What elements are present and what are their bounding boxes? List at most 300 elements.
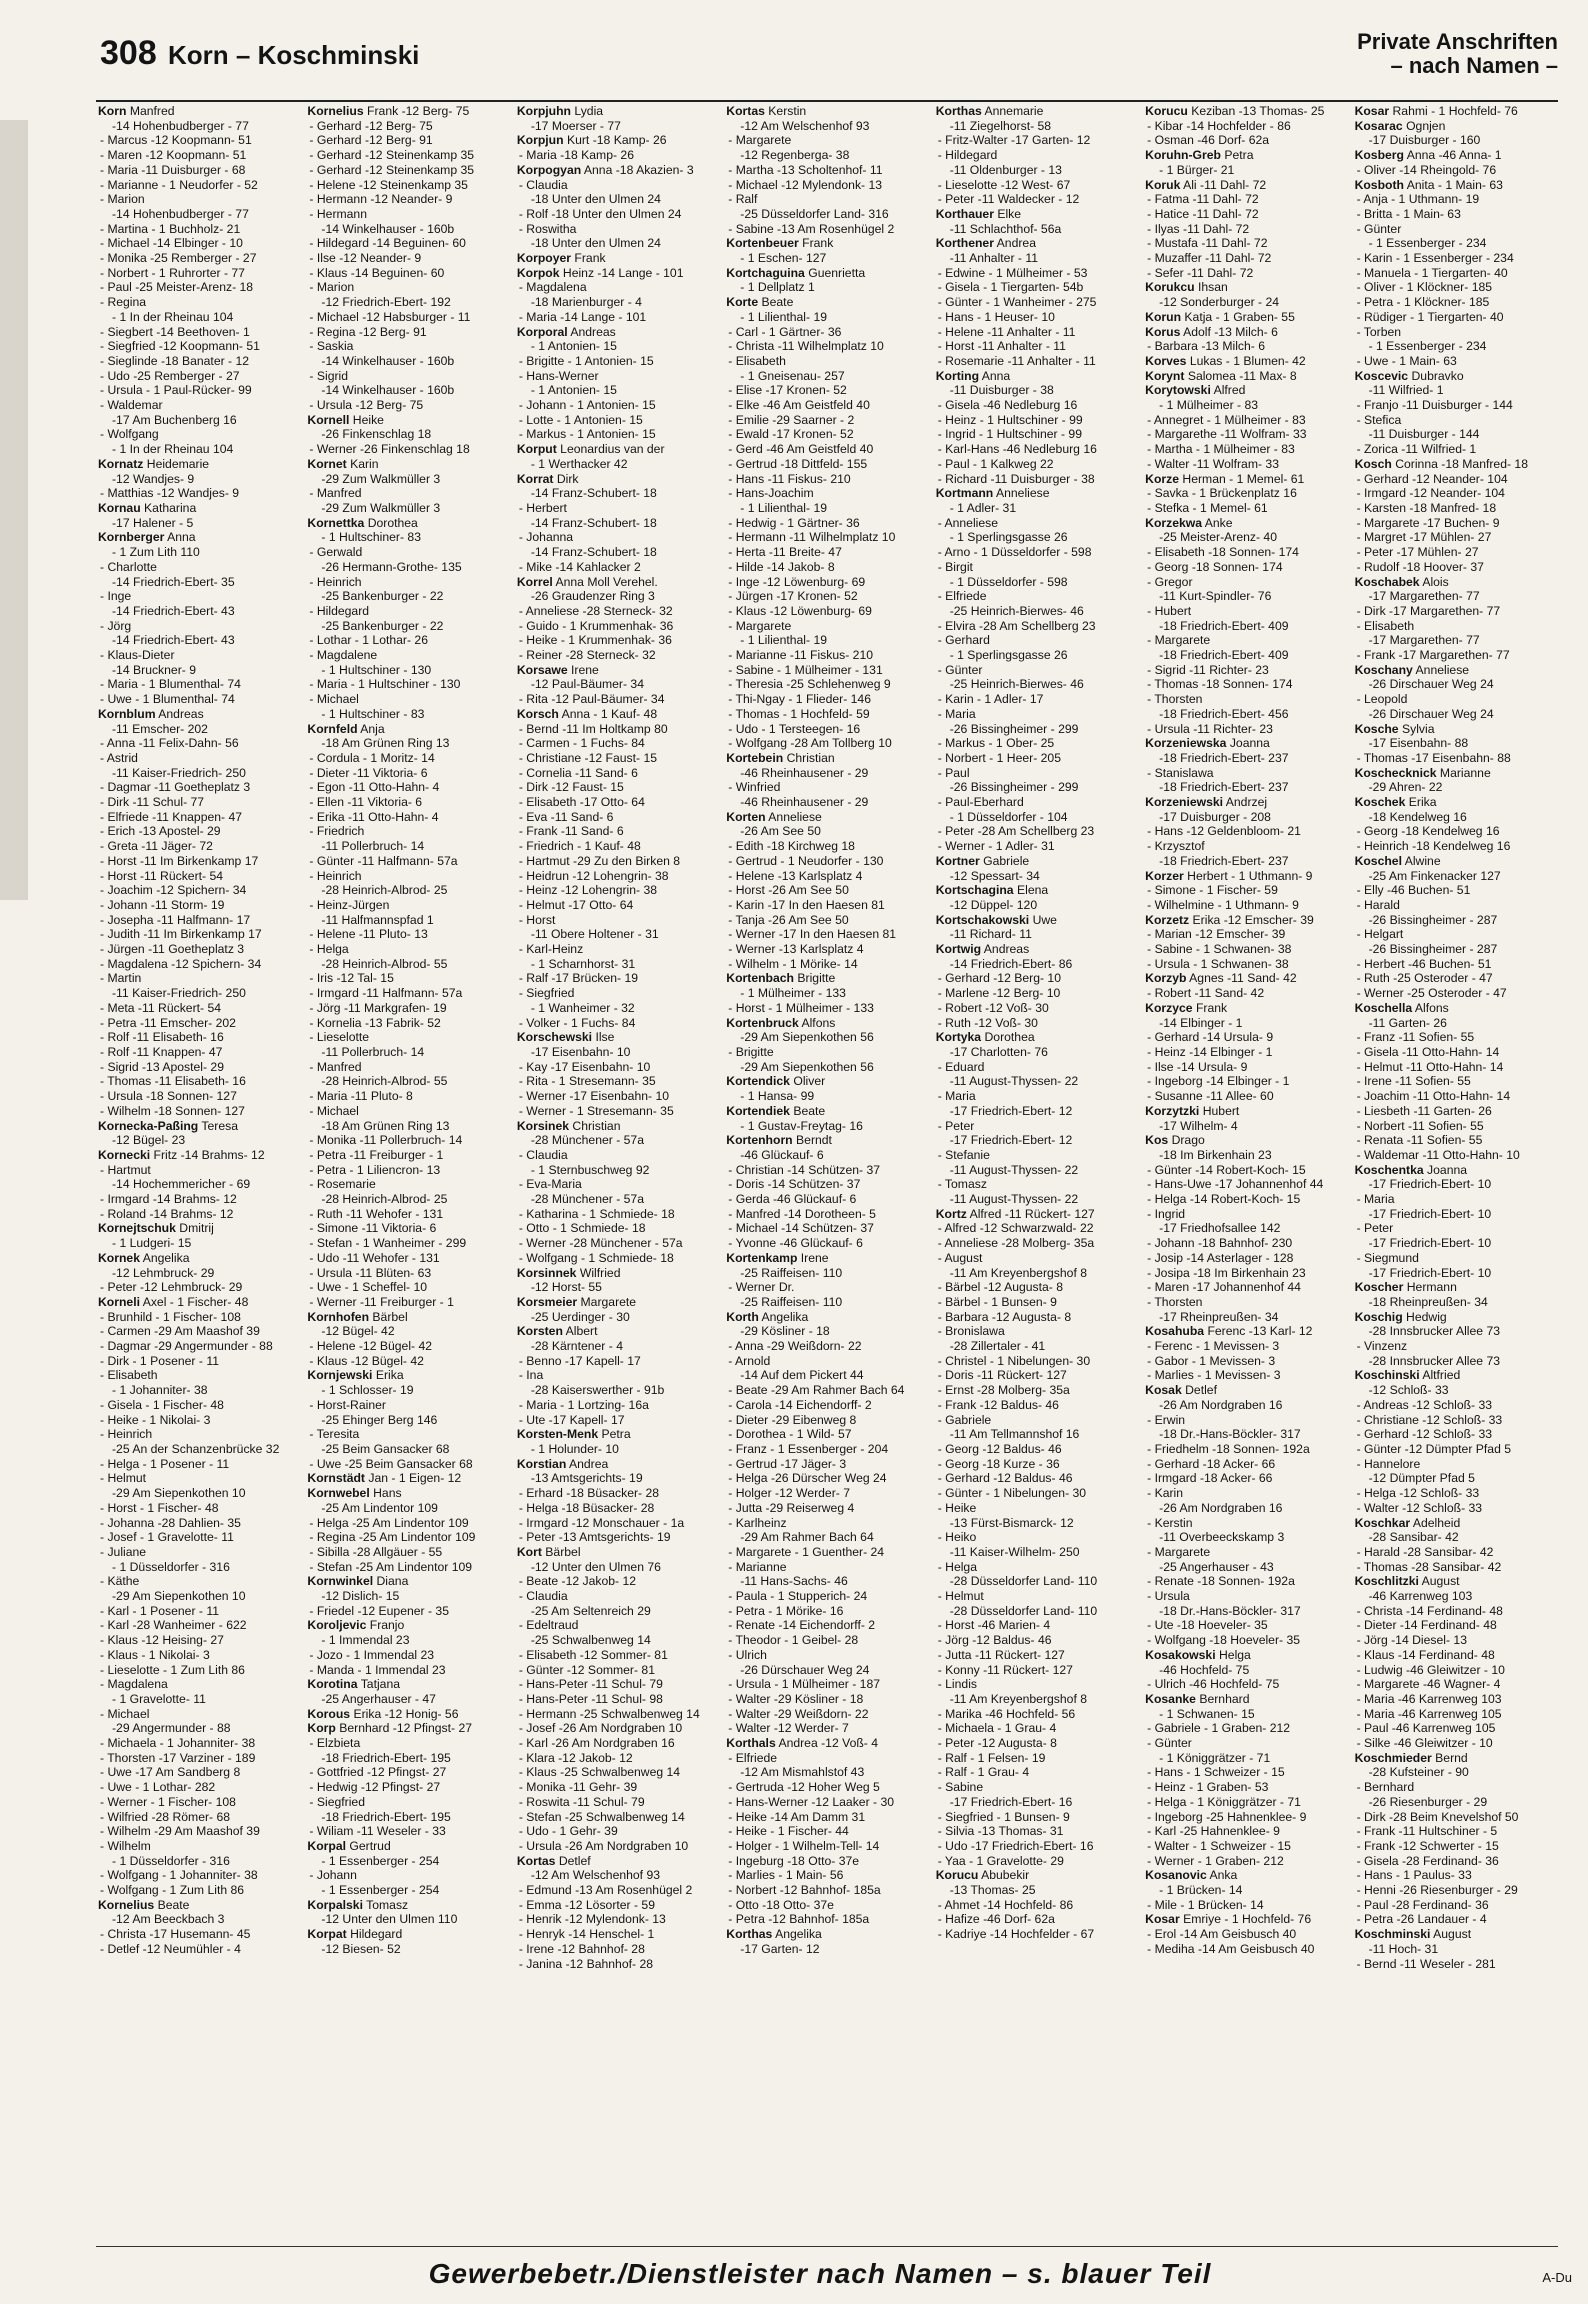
name-entry [1145,1677,1348,1692]
name-entry [98,398,301,413]
entry-text: -18 Rheinpreußen- 34 [1368,1294,1488,1309]
entry-text: - Manuela - 1 Tiergarten- 40 [1356,265,1508,280]
name-entry [98,1457,301,1472]
name-entry [98,957,301,972]
entry-text: - Werner - 1 Stresemann- 35 [518,1103,674,1118]
address-line [726,824,929,839]
address-line [936,648,1139,663]
surname-entry [307,1471,510,1486]
entry-text: - 1 Düsseldorfer - 104 [949,809,1068,824]
surname-entry [936,104,1139,119]
entry-text: - Hartmut [100,1162,151,1177]
entry-text: -14 Friedrich-Ebert- 43 [112,603,235,618]
entry-text: -26 Bissingheimer - 299 [949,721,1079,736]
entry-text: - Margarethe -11 Wolfram- 33 [1147,427,1307,442]
entry-text: - Ludwig -46 Gleiwitzer - 10 [1356,1662,1505,1677]
name-entry [517,398,720,413]
surname: Koschminski [1354,1927,1431,1942]
name-entry [726,839,929,854]
name-entry [1145,1854,1348,1869]
name-entry [98,1368,301,1383]
entry-text: - Norbert -12 Bahnhof- 185a [728,1883,881,1898]
name-entry [1355,1133,1558,1148]
surname: Kortas [516,1853,556,1868]
address-line [307,1324,510,1339]
entry-text: -17 Margarethen- 77 [1368,633,1480,648]
address-line [517,339,720,354]
entry-text: - Joachim -12 Spichern- 34 [100,883,247,898]
entry-text: Katja - 1 Graben- 55 [1184,309,1295,324]
entry-text: -18 Friedrich-Ebert- 409 [1159,648,1289,663]
name-entry [1145,898,1348,913]
entry-text: - Ingeborg -25 Hahnenklee- 9 [1147,1809,1307,1824]
entry-text: - Heike - 1 Fischer- 44 [728,1824,849,1839]
entry-text: -28 Münchener - 57a [530,1133,644,1148]
entry-text: - Ernst -28 Molberg- 35a [937,1383,1070,1398]
entry-text: Adolf -13 Milch- 6 [1183,324,1278,339]
name-entry [98,1780,301,1795]
name-entry [517,178,720,193]
entry-text: - Monika -11 Gehr- 39 [518,1780,638,1795]
entry-text: - Otto -18 Otto- 37e [728,1897,834,1912]
surname: Kosar [1145,1912,1180,1927]
name-entry [517,1398,720,1413]
name-entry [936,1295,1139,1310]
name-entry [1145,986,1348,1001]
name-entry [307,1133,510,1148]
name-entry [726,1839,929,1854]
address-line [307,1383,510,1398]
name-entry [936,1221,1139,1236]
name-entry [726,722,929,737]
address-line [1355,780,1558,795]
name-entry [517,1927,720,1942]
address-line [726,310,929,325]
entry-text: - Georg -18 Kendelweg 16 [1356,824,1500,839]
address-line [936,1516,1139,1531]
surname-entry [1145,1383,1348,1398]
entry-text: - Uwe - 1 Scheffel- 10 [309,1280,428,1295]
entry-text: - Mike -14 Kahlacker 2 [518,559,641,574]
entry-text: -14 Friedrich-Ebert- 43 [112,633,235,648]
entry-text: - Peter -17 Mühlen- 27 [1356,545,1479,560]
entry-text: - Regina [100,295,147,310]
name-entry [1355,1413,1558,1428]
entry-text: - Hans-Uwe -17 Johannenhof 44 [1147,1177,1324,1192]
name-entry [1145,1266,1348,1281]
entry-text: - Konny -11 Rückert- 127 [937,1662,1073,1677]
entry-text: -18 Am Grünen Ring 13 [321,736,450,751]
entry-text: Christian [572,1118,621,1133]
entry-text: - Gertrud - 1 Neudorfer - 130 [728,853,884,868]
entry-text: Altfried [1422,1368,1461,1383]
entry-text: - Edmund -13 Am Rosenhügel 2 [518,1883,693,1898]
address-line [517,192,720,207]
entry-text: - Klaus - 1 Nikolai- 3 [100,1647,210,1662]
entry-text: - Oliver - 1 Klöckner- 185 [1356,280,1493,295]
entry-text: - Petra - 1 Klöckner- 185 [1356,295,1490,310]
page-number: 308 [100,34,157,72]
entry-text: Abubekir [981,1868,1030,1883]
entry-text: - Elzbieta [309,1736,361,1751]
entry-text: - Margarete [1147,633,1211,648]
surname: Kosahuba [1145,1324,1205,1339]
address-line [1145,1663,1348,1678]
entry-text: -11 Overbeeckskamp 3 [1159,1530,1285,1545]
entry-text: -11 Kaiser-Friedrich- 250 [112,986,246,1001]
entry-text: - Michael -12 Habsburger - 11 [309,309,471,324]
address-line [517,545,720,560]
entry-text: Franjo [369,1618,405,1633]
entry-text: - Stefan -25 Schwalbenweg 14 [518,1809,685,1824]
entry-text: - Bärbel -12 Augusta- 8 [937,1280,1064,1295]
address-line [1355,1942,1558,1957]
surname-entry [517,1266,720,1281]
entry-text: - Gerhard -12 Berg- 75 [309,118,433,133]
entry-text: - Roswitha [518,221,577,236]
address-line [517,383,720,398]
entry-text: - Dirk -17 Margarethen- 77 [1356,603,1501,618]
name-entry [517,722,720,737]
entry-text: - Hildegard [309,603,370,618]
entry-text: - Maria -11 Pluto- 8 [309,1089,413,1104]
surname-entry [1355,148,1558,163]
entry-text: - Dieter -14 Ferdinand- 48 [1356,1618,1497,1633]
address-line [98,1236,301,1251]
entry-text: - Ingeburg -18 Otto- 37e [728,1853,860,1868]
entry-text: - Franjo -11 Duisburger - 144 [1356,398,1513,413]
address-line [517,1604,720,1619]
entry-text: - Ewald -17 Kronen- 52 [728,427,854,442]
name-entry [98,736,301,751]
name-entry [517,148,720,163]
entry-text: - Dirk - 1 Posener - 11 [100,1353,219,1368]
entry-text: - Hans-Peter -11 Schul- 98 [518,1691,663,1706]
entry-text: - Maria -46 Karrenweg 105 [1356,1706,1502,1721]
name-entry [307,633,510,648]
name-entry [936,398,1139,413]
entry-text: - Claudia [518,1147,568,1162]
entry-text: Alfred [1213,383,1246,398]
surname-entry [517,1324,720,1339]
address-line [1355,736,1558,751]
entry-text: - Ursula - 1 Paul-Rücker- 99 [100,383,252,398]
entry-text: - Walter -11 Wolfram- 33 [1147,456,1279,471]
entry-text: - Eva-Maria [518,1177,582,1192]
name-entry [726,1780,929,1795]
entry-text: - Werner -11 Freiburger - 1 [309,1294,454,1309]
name-entry [1145,633,1348,648]
entry-text: - Christiane -12 Schloß- 33 [1356,1412,1503,1427]
surname-entry [936,486,1139,501]
entry-text: - Günter [1356,221,1402,236]
name-entry [726,1457,929,1472]
surname: Korp [307,1721,336,1736]
entry-text: -17 Friedrich-Ebert- 10 [1368,1265,1492,1280]
entry-text: - 1 Gustav-Freytag- 16 [740,1118,863,1133]
entry-text: -14 Bruckner- 9 [112,662,196,677]
entry-text: - Anna -29 Weißdorn- 22 [728,1339,862,1354]
entry-text: Alfons [1414,1000,1449,1015]
name-entry [307,1104,510,1119]
entry-text: -14 Winkelhauser - 160b [321,221,455,236]
entry-text: -26 Bissingheimer - 287 [1368,912,1498,927]
entry-text: - Regina -25 Am Lindentor 109 [309,1530,476,1545]
entry-text: - Wolfgang - 1 Schmiede- 18 [518,1250,674,1265]
name-entry [517,369,720,384]
surname: Koruhn-Greb [1145,148,1221,163]
address-line [726,369,929,384]
surname: Koschkar [1354,1515,1411,1530]
surname: Korzetz [1145,912,1190,927]
entry-text: - Elise -17 Kronen- 52 [728,383,847,398]
entry-text: - Thorsten [1147,692,1203,707]
entry-text: - Cornelia -11 Sand- 6 [518,765,638,780]
entry-text: - Heinrich [309,574,362,589]
surname-entry [1355,1163,1558,1178]
name-entry [936,1280,1139,1295]
surname: Kortner [935,853,980,868]
name-entry [517,1883,720,1898]
entry-text: - Josef -26 Am Nordgraben 10 [518,1721,683,1736]
entry-text: - Jutta -29 Reiserweg 4 [728,1500,855,1515]
name-entry [98,1207,301,1222]
entry-text: - Ruth -12 Voß- 30 [937,1015,1038,1030]
entry-text: Alfred -11 Rückert- 127 [969,1206,1095,1221]
surname: Kortchaguina [726,265,805,280]
name-entry [307,266,510,281]
entry-text: - Heike - 1 Krummenhak- 36 [518,633,672,648]
name-entry [517,1957,720,1972]
entry-text: - Heike - 1 Nikolai- 3 [100,1412,211,1427]
surname: Kornecka-Paßing [98,1118,199,1133]
surname: Kosar [1354,104,1390,118]
entry-text: - Irmgard -11 Halfmann- 57a [309,986,463,1001]
entry-text: - Siegfried [309,1794,365,1809]
surname: Kornell [307,412,350,427]
footer-rule [96,2246,1558,2247]
surname-entry [517,707,720,722]
entry-text: - Egon -11 Otto-Hahn- 4 [309,780,440,795]
entry-text: - Margarete [728,133,792,148]
entry-text: - Ute -18 Hoeveler- 35 [1147,1618,1268,1633]
entry-text: -17 Friedrich-Ebert- 12 [949,1133,1073,1148]
entry-text: - Friedrich - 1 Kauf- 48 [518,839,641,854]
name-entry [726,530,929,545]
address-line [1355,1354,1558,1369]
name-entry [98,1516,301,1531]
name-entry [98,1648,301,1663]
name-entry [98,1736,301,1751]
entry-text: - Susanne -11 Allee- 60 [1147,1089,1274,1104]
surname: Korzytzki [1145,1103,1200,1118]
surname: Korsinnek [516,1265,577,1280]
address-line [1145,648,1348,663]
surname: Kornatz [98,456,144,471]
surname-entry [517,1545,720,1560]
name-entry [936,325,1139,340]
name-entry [726,398,929,413]
entry-text: - Heike [937,1500,977,1515]
surname: Kosak [1145,1383,1182,1398]
name-entry [98,1310,301,1325]
entry-text: -29 Am Rahmer Bach 64 [740,1530,874,1545]
entry-text: - Rita -12 Paul-Bäumer- 34 [518,692,665,707]
entry-text: Diana [376,1574,409,1589]
entry-text: - 1 Werthacker 42 [530,456,628,471]
entry-text: - Gisela -11 Otto-Hahn- 14 [1356,1045,1500,1059]
entry-text: -12 Düppel- 120 [949,897,1038,912]
entry-text: -26 Am See 50 [740,824,821,839]
name-entry [98,1089,301,1104]
entry-text: - Karin -17 In den Haesen 81 [728,897,885,912]
name-entry [307,207,510,222]
name-entry [517,795,720,810]
name-entry [1355,1677,1558,1692]
surname-entry [936,1030,1139,1045]
entry-text: -11 Am Kreyenbergshof 8 [949,1265,1088,1280]
surname-entry [936,854,1139,869]
entry-text: Hedwig [1406,1309,1447,1324]
entry-text: - Gisela - 1 Fischer- 48 [100,1397,224,1412]
entry-text: - 1 Hultschiner - 130 [321,662,432,677]
name-entry [936,178,1139,193]
name-entry [517,1177,720,1192]
entry-text: - Kibar -14 Hochfelder - 86 [1147,118,1291,133]
name-entry [517,1618,720,1633]
address-line [517,957,720,972]
name-entry [1145,1795,1348,1810]
surname: Kortenbeuer [726,236,799,251]
entry-text: - 1 Ludgeri- 15 [112,1236,192,1251]
surname-entry [936,913,1139,928]
entry-text: Leonardius van der [560,442,665,457]
entry-text: - Marion [309,280,355,295]
address-line [517,516,720,531]
name-entry [307,1001,510,1016]
name-entry [1355,1251,1558,1266]
entry-text: - Sabine -13 Am Rosenhügel 2 [728,221,895,236]
entry-text: - Elfriede [937,589,987,604]
entry-text: - Josipa -18 Im Birkenhain 23 [1147,1265,1306,1280]
entry-text: -12 Regenberga- 38 [740,148,850,163]
surname: Korun [1145,309,1182,324]
surname: Korzeniewska [1145,736,1227,751]
surname: Kortyka [935,1030,982,1045]
entry-text: - Hans-Werner -12 Laaker - 30 [728,1794,895,1809]
name-entry [517,869,720,884]
entry-text: - Günter [937,662,983,677]
entry-text: -26 Am Nordgraben 16 [1159,1500,1283,1515]
entry-text: - Claudia [518,177,568,192]
entry-text: - Gerhard -12 Steinenkamp 35 [309,148,475,163]
entry-text: Andrea [569,1456,609,1471]
entry-text: - Beate -29 Am Rahmer Bach 64 [728,1383,905,1398]
address-line [936,1427,1139,1442]
surname-entry [98,1119,301,1134]
surname: Korn [98,104,127,118]
name-entry [1355,1692,1558,1707]
entry-text: - Margarete [1147,1544,1211,1559]
entry-text: - Katharina - 1 Schmiede- 18 [518,1206,675,1221]
address-line [98,442,301,457]
entry-text: August [1421,1574,1460,1589]
name-entry [517,1574,720,1589]
name-entry [936,692,1139,707]
entry-text: - Simone -11 Viktoria- 6 [309,1221,437,1236]
address-line [1145,1119,1348,1134]
name-entry [1355,1721,1558,1736]
entry-text: - Rüdiger - 1 Tiergarten- 40 [1356,309,1504,324]
name-entry [307,604,510,619]
surname: Kortz [935,1206,967,1221]
entry-text: Gabriele [983,853,1030,868]
name-entry [936,1589,1139,1604]
name-entry [517,1692,720,1707]
entry-text: - Janina -12 Bahnhof- 28 [518,1956,653,1971]
entry-text: - Sieglinde -18 Banater - 12 [100,353,250,368]
entry-text: Christian [786,750,835,765]
entry-text: - 1 Brücken- 14 [1159,1883,1243,1898]
entry-text: - Ilyas -11 Dahl- 72 [1147,221,1250,236]
entry-text: - Martina - 1 Buchholz- 21 [100,221,241,236]
name-entry [726,442,929,457]
name-entry [1355,530,1558,545]
surname-entry [1145,369,1348,384]
entry-text: Alfons [801,1015,836,1030]
name-entry [307,1604,510,1619]
entry-text: -17 Friedrich-Ebert- 10 [1368,1177,1492,1192]
entry-text: - Paul -25 Meister-Arenz- 18 [100,280,254,295]
name-entry [1145,766,1348,781]
name-entry [1355,472,1558,487]
name-entry [936,1060,1139,1075]
surname-entry [726,1251,929,1266]
name-entry [98,854,301,869]
surname: Korsten-Menk [516,1427,599,1442]
entry-text: - Sefer -11 Dahl- 72 [1147,265,1254,280]
entry-text: -14 Auf dem Pickert 44 [740,1368,864,1383]
entry-text: - Ralf -17 Brücken- 19 [518,971,639,986]
address-line [1355,589,1558,604]
name-entry [307,1516,510,1531]
entry-text: - Karl -25 Hahnenklee- 9 [1147,1824,1280,1839]
address-line [726,501,929,516]
name-entry [517,1516,720,1531]
entry-text: Beate [761,295,794,310]
surname-entry [726,1016,929,1031]
name-entry [726,1560,929,1575]
entry-text: -14 Friedrich-Ebert- 35 [112,574,235,589]
surname: Kornettka [307,515,365,530]
address-line [307,663,510,678]
name-entry [307,795,510,810]
address-line [517,1192,720,1207]
entry-text: - Günter - 1 Wanheimer - 275 [937,295,1097,310]
entry-text: -28 Zillertaler - 41 [949,1339,1046,1354]
entry-text: -18 Friedrich-Ebert- 237 [1159,780,1289,795]
entry-text: - Thomas - 1 Hochfeld- 59 [728,706,870,721]
surname: Korzeniewski [1145,795,1224,810]
entry-text: Anita - 1 Main- 63 [1406,177,1503,192]
name-entry [1355,1119,1558,1134]
name-entry [1355,222,1558,237]
name-entry [1355,1648,1558,1663]
name-entry [1355,1045,1558,1060]
name-entry [936,1898,1139,1913]
name-entry [1355,604,1558,619]
address-line [517,1633,720,1648]
